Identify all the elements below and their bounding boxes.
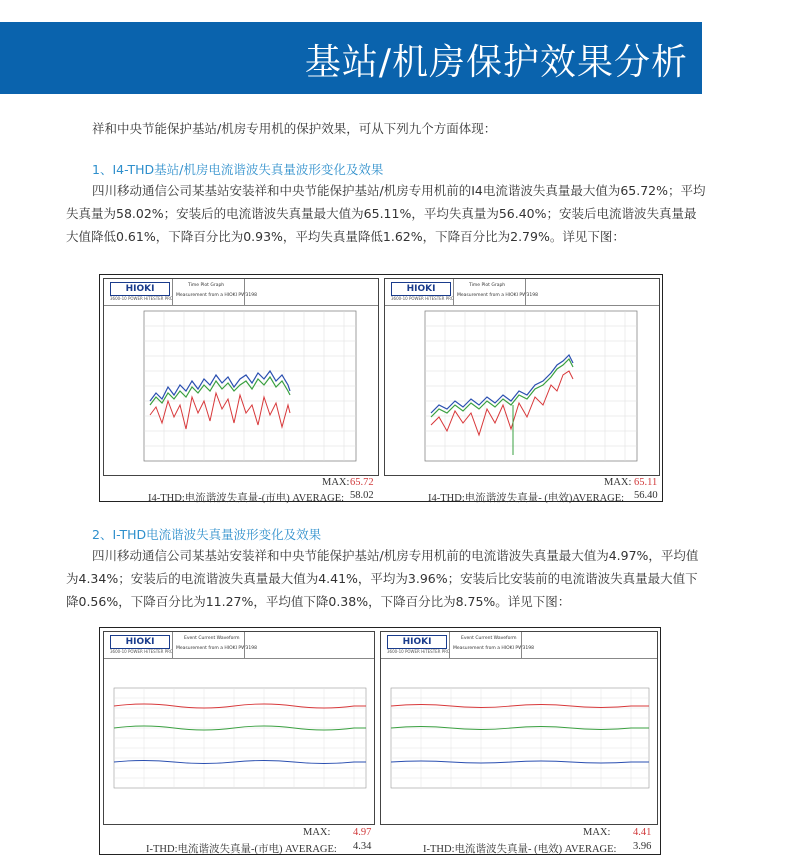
figure1-left-plot <box>104 305 378 475</box>
page-title: 基站/机房保护效果分析 <box>304 42 688 83</box>
figure2 <box>99 627 661 855</box>
figure1-right-plot <box>385 305 659 475</box>
graph-title: Time Plot Graph <box>188 283 225 288</box>
figure2-right-max-label: MAX: <box>583 827 611 838</box>
hioki-subtitle: 3600-10 POWER HiTESTER PRO <box>110 296 174 301</box>
figure2-left-avg-value: 4.34 <box>353 841 372 852</box>
figure2-left-label: I-THD:电流谐波失真量-(市电) AVERAGE: <box>146 844 337 855</box>
figure1-left-max-value: 65.72 <box>350 477 374 488</box>
figure1-left-chart <box>103 278 379 476</box>
section1-heading: 1、I4-THD基站/机房电流谐波失真量波形变化及效果 <box>92 162 384 177</box>
figure1-left-label: I4-THD:电流谐波失真量-(市电) AVERAGE: <box>148 493 345 504</box>
section1-body: 四川移动通信公司某基站安装祥和中央节能保护基站/机房专用机前的I4电流谐波失真量最大值为65.72%；平均失真量为58.02%；安装后的电流谐波失真量最大值为65.11%，平均失真量为56.40%；安装后电流谐波失真量最大值降低0.61%，下降百分比为0.93%，平均失真量降低1.62%，下降百分比为2.79%。详见下图： <box>66 183 706 244</box>
figure2-right-max-value: 4.41 <box>633 827 652 838</box>
figure1-right-chart <box>384 278 660 476</box>
figure2-left-max-value: 4.97 <box>353 827 372 838</box>
graph-measured: Measurement from a HIOKI PW3198 <box>453 646 534 651</box>
figure1-right-avg-value: 56.40 <box>634 490 658 501</box>
hioki-subtitle: 3600-10 POWER HiTESTER PRO <box>110 649 174 654</box>
hioki-logo: HIOKI <box>391 282 451 296</box>
section2-body: 四川移动通信公司某基站安装祥和中央节能保护基站/机房专用机前的电流谐波失真量最大值为4.97%，平均值为4.34%；安装后的电流谐波失真量最大值为4.41%，平均为3.96%；安装后比安装前的电流谐波失真量最大值下降0.56%，下降百分比为11.27%，平均值下降0.38%，下降百分比为8.75%。详见下图： <box>66 548 699 609</box>
figure2-right-avg-value: 3.96 <box>633 841 652 852</box>
figure2-left-plot <box>104 658 374 824</box>
hioki-logo: HIOKI <box>110 635 170 649</box>
hioki-subtitle: 3600-10 POWER HiTESTER PRO <box>387 649 451 654</box>
graph-title: Event Current Waveform <box>461 636 517 641</box>
figure2-right-chart <box>380 631 658 825</box>
graph-measured: Measurement from a HIOKI PW3198 <box>176 646 257 651</box>
figure1-right-label: I4-THD:电流谐波失真量- (电效)AVERAGE: <box>428 493 625 504</box>
figure1-right-max-value: 65.11 <box>634 477 658 488</box>
hioki-logo: HIOKI <box>110 282 170 296</box>
figure2-left-chart <box>103 631 375 825</box>
figure2-left-max-label: MAX: <box>303 827 331 838</box>
figure1-left-max-label: MAX: <box>322 477 350 488</box>
hioki-logo: HIOKI <box>387 635 447 649</box>
title-banner <box>0 22 702 94</box>
hioki-subtitle: 3600-10 POWER HiTESTER PRO <box>391 296 455 301</box>
figure1-left-avg-value: 58.02 <box>350 490 374 501</box>
graph-measured: Measurement from a HIOKI PW3198 <box>457 293 538 298</box>
intro-text: 祥和中央节能保护基站/机房专用机的保护效果，可从下列九个方面体现： <box>92 121 497 136</box>
section2-heading: 2、I-THD电流谐波失真量波形变化及效果 <box>92 527 322 542</box>
figure2-right-plot <box>381 658 657 824</box>
figure2-right-label: I-THD:电流谐波失真量- (电效) AVERAGE: <box>423 844 617 855</box>
graph-measured: Measurement from a HIOKI PW3198 <box>176 293 257 298</box>
figure1 <box>99 274 663 502</box>
figure1-right-max-label: MAX: <box>604 477 632 488</box>
graph-title: Time Plot Graph <box>469 283 506 288</box>
graph-title: Event Current Waveform <box>184 636 240 641</box>
